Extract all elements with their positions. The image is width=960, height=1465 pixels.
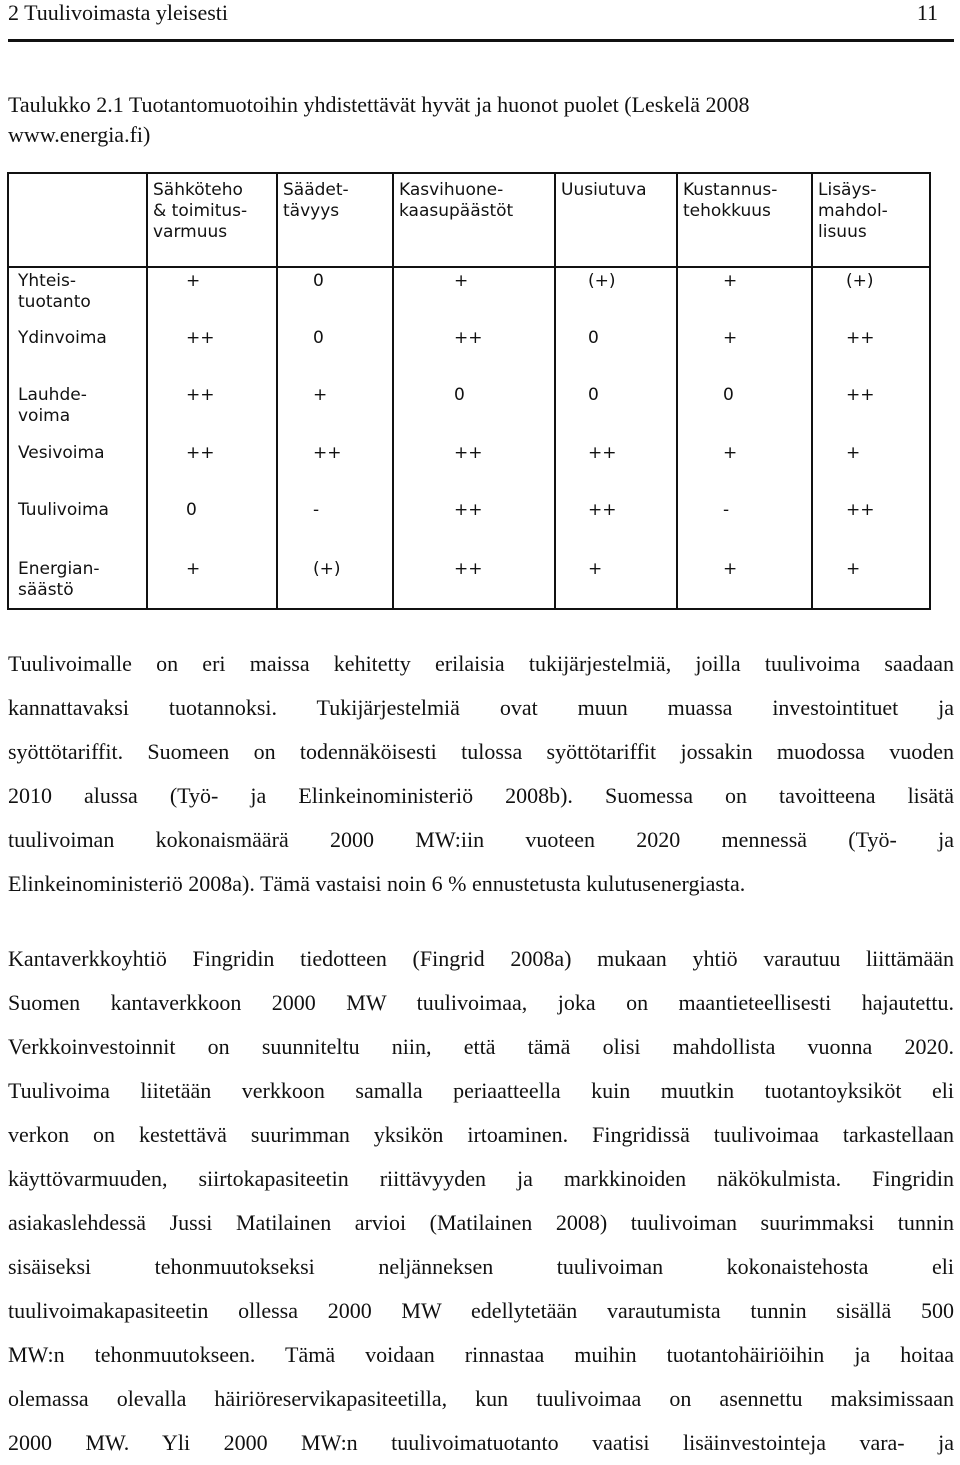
table-cell: 0 — [186, 500, 197, 520]
text-line: kannattavaksi tuotannoksi. Tukijärjestelmiä ovat muun muassa investointituet ja — [8, 695, 954, 720]
table-cell: + — [588, 559, 603, 579]
row-header — [9, 271, 91, 313]
text-line: verkon on kestettävä suurimman yksikön irtoaminen. Fingridissä tuulivoimaa tarkastellaan — [8, 1122, 954, 1147]
column-header-line: lisuus — [818, 222, 867, 242]
table-cell: + — [454, 271, 469, 291]
table-cell: - — [723, 500, 730, 520]
table-cell: (+) — [313, 559, 341, 579]
table-cell: + — [846, 443, 861, 463]
column-header-line: & toimitus- — [153, 201, 248, 221]
table-cell: ++ — [588, 443, 617, 463]
row-header — [9, 559, 100, 601]
table-cell: ++ — [846, 500, 875, 520]
table-cell: (+) — [846, 271, 874, 291]
column-header-line: Kustannus- — [683, 180, 778, 200]
column-header — [396, 180, 513, 222]
text-line: Elinkeinoministeriö 2008a). Tämä vastaisi noin 6 % ennustetusta kulutusenergiasta. — [8, 871, 746, 896]
text-line: asiakaslehdessä Jussi Matilainen arvioi (Matilainen 2008) tuulivoiman suurimmaksi tunnin — [8, 1210, 954, 1235]
column-header — [280, 180, 349, 222]
column-header — [680, 180, 777, 222]
table-cell: ++ — [186, 385, 215, 405]
table-cell: + — [723, 271, 738, 291]
text-line: tuulivoimakapasiteetin ollessa 2000 MW edellytetään varautumista tunnin sisällä 500 — [8, 1298, 954, 1323]
row-header-line: Lauhde- — [18, 385, 87, 405]
table-cell: (+) — [588, 271, 616, 291]
column-header-line: mahdol- — [818, 201, 888, 221]
text-line: MW:n tehonmuutokseen. Tämä voidaan rinnastaa muihin tuotantohäiriöihin ja hoitaa — [8, 1342, 954, 1367]
row-header-line: tuotanto — [18, 292, 91, 312]
table-cell: 0 — [454, 385, 465, 405]
text-line: sisäiseksi tehonmuutokseksi neljänneksen tuulivoiman kokonaistehosta eli — [8, 1254, 954, 1279]
row-header-line: Ydinvoima — [18, 328, 107, 348]
row-header-line: säästö — [18, 580, 74, 600]
column-header-line: tävyys — [283, 201, 340, 221]
row-header-line: Vesivoima — [18, 443, 105, 463]
column-header-line: Sähköteho — [153, 180, 243, 200]
caption-line: Taulukko 2.1 Tuotantomuotoihin yhdistettävät hyvät ja huonot puolet (Leskelä 2008 — [8, 92, 750, 117]
text-line: käyttövarmuuden, siirtokapasiteetin riittävyyden ja markkinoiden näkökulmista. Fingridin — [8, 1166, 954, 1191]
column-header — [815, 180, 888, 243]
row-header — [9, 443, 105, 464]
table-cell: ++ — [846, 385, 875, 405]
column-divider — [146, 174, 148, 608]
table-cell: ++ — [846, 328, 875, 348]
row-header-line: Energian- — [18, 559, 100, 579]
column-divider — [676, 174, 678, 608]
table-cell: + — [313, 385, 328, 405]
row-header — [9, 500, 109, 521]
text-line: Kantaverkkoyhtiö Fingridin tiedotteen (Fingrid 2008a) mukaan yhtiö varautuu liittämään — [8, 946, 954, 971]
column-divider — [392, 174, 394, 608]
column-header-line: varmuus — [153, 222, 228, 242]
column-divider — [276, 174, 278, 608]
column-header-line: Lisäys- — [818, 180, 877, 200]
row-header — [9, 328, 107, 349]
header-divider — [9, 266, 929, 268]
column-divider — [554, 174, 556, 608]
row-header — [9, 385, 87, 427]
table-cell: 0 — [313, 271, 324, 291]
caption-line: www.energia.fi) — [8, 122, 151, 147]
table-cell: + — [846, 559, 861, 579]
row-header-line: Yhteis- — [18, 271, 76, 291]
column-header — [150, 180, 247, 243]
table-cell: ++ — [454, 559, 483, 579]
text-line: Verkkoinvestoinnit on suunniteltu niin, että tämä olisi mahdollista vuonna 2020. — [8, 1034, 954, 1059]
table-cell: 0 — [588, 328, 599, 348]
table-cell: 0 — [723, 385, 734, 405]
column-header-line: tehokkuus — [683, 201, 771, 221]
table-cell: ++ — [186, 328, 215, 348]
section-title: 2 Tuulivoimasta yleisesti — [8, 0, 229, 25]
paragraph-1 — [8, 642, 954, 906]
page-header — [8, 0, 954, 40]
table-cell: + — [186, 271, 201, 291]
row-header-line: voima — [18, 406, 71, 426]
table-cell: 0 — [588, 385, 599, 405]
column-header-line: Kasvihuone- — [399, 180, 504, 200]
column-header — [558, 180, 647, 201]
table-cell: + — [186, 559, 201, 579]
table-cell: ++ — [454, 443, 483, 463]
table-cell: ++ — [186, 443, 215, 463]
table-cell: ++ — [313, 443, 342, 463]
column-header-line: Uusiutuva — [561, 180, 647, 200]
row-header-line: Tuulivoima — [18, 500, 109, 520]
text-line: syöttötariffit. Suomeen on todennäköisesti tulossa syöttötariffit jossakin muodossa vuoden — [8, 739, 954, 764]
table-cell: + — [723, 443, 738, 463]
text-line: Suomen kantaverkkoon 2000 MW tuulivoimaa, joka on maantieteellisesti hajautettu. — [8, 990, 954, 1015]
table-cell: - — [313, 500, 320, 520]
text-line: olemassa olevalla häiriöreservikapasiteetilla, kun tuulivoimaa on asennettu maksimissaan — [8, 1386, 954, 1411]
text-line: Tuulivoimalle on eri maissa kehitetty erilaisia tukijärjestelmiä, joilla tuulivoima saadaan — [8, 651, 954, 676]
column-header-line: kaasupäästöt — [399, 201, 514, 221]
table-cell: + — [723, 328, 738, 348]
table-cell: 0 — [313, 328, 324, 348]
text-line: tuulivoiman kokonaismäärä 2000 MW:iin vuoteen 2020 mennessä (Työ- ja — [8, 827, 954, 852]
text-line: Tuulivoima liitetään verkkoon samalla periaatteella kuin muutkin tuotantoyksiköt eli — [8, 1078, 954, 1103]
table-cell: ++ — [454, 328, 483, 348]
column-divider — [811, 174, 813, 608]
text-line: 2010 alussa (Työ- ja Elinkeinoministeriö 2008b). Suomessa on tavoitteena lisätä — [8, 783, 954, 808]
header-rule — [8, 39, 954, 42]
table-caption — [8, 90, 954, 150]
paragraph-2 — [8, 937, 954, 1465]
page-number: 11 — [916, 0, 938, 25]
table-cell: ++ — [454, 500, 483, 520]
table-cell: + — [723, 559, 738, 579]
text-line: 2000 MW. Yli 2000 MW:n tuulivoimatuotanto vaatisi lisäinvestointeja vara- ja — [8, 1430, 954, 1455]
column-header-line: Säädet- — [283, 180, 349, 200]
table-cell: ++ — [588, 500, 617, 520]
production-comparison-table — [7, 172, 931, 610]
